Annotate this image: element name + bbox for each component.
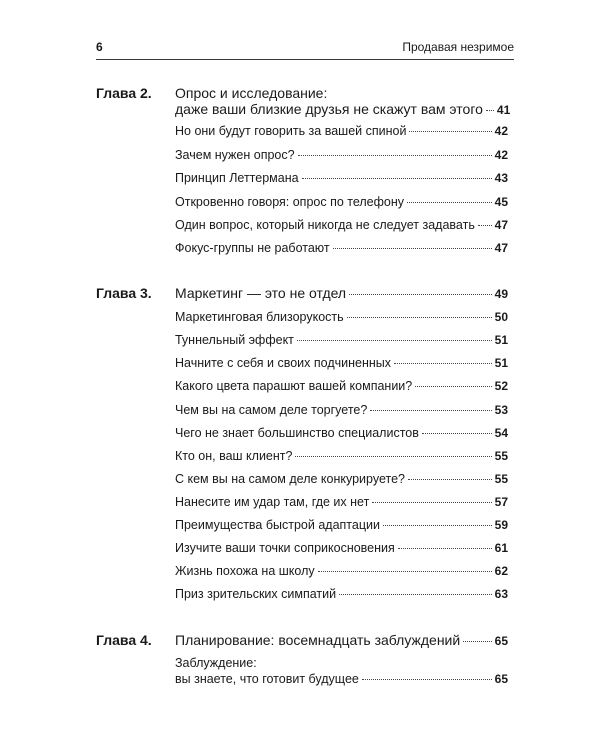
page-ref: 51: [494, 356, 508, 370]
chapter-title: даже ваши близкие друзья не скажут вам этого: [175, 101, 483, 117]
header-rule: [96, 59, 514, 60]
toc-entry[interactable]: [175, 239, 508, 257]
leader-dots: [408, 479, 492, 480]
leader-dots: [478, 225, 492, 226]
page-ref: 55: [494, 449, 508, 463]
chapter-title-entry[interactable]: [175, 100, 511, 118]
entry-title: Маркетинговая близорукость: [175, 310, 344, 324]
entry-title: Чего не знает большинство специалистов: [175, 426, 419, 440]
page-ref: 65: [494, 672, 508, 686]
leader-dots: [415, 386, 491, 387]
leader-dots: [372, 502, 491, 503]
toc-entry[interactable]: [175, 193, 508, 211]
entry-title: Нанесите им удар там, где их нет: [175, 495, 370, 509]
page-ref: 53: [494, 403, 508, 417]
entry-title: С кем вы на самом деле конкурируете?: [175, 472, 405, 486]
leader-dots: [339, 594, 492, 595]
chapter-title-entry[interactable]: [175, 284, 508, 302]
entry-title: Туннельный эффект: [175, 333, 294, 347]
entry-title-line1: Заблуждение:: [175, 656, 257, 670]
page-ref: 50: [494, 310, 508, 324]
leader-dots: [370, 410, 491, 411]
leader-dots: [394, 363, 492, 364]
toc-entry[interactable]: [175, 401, 508, 419]
page-ref: 59: [494, 518, 508, 532]
page-ref: 47: [494, 241, 508, 255]
leader-dots: [463, 641, 491, 642]
toc-entry[interactable]: [175, 670, 508, 688]
leader-dots: [486, 110, 494, 111]
page-ref: 45: [494, 195, 508, 209]
leader-dots: [347, 317, 492, 318]
leader-dots: [398, 548, 492, 549]
page-ref: 42: [494, 124, 508, 138]
leader-dots: [298, 155, 492, 156]
page-ref: 65: [494, 634, 508, 648]
entry-title: Изучите ваши точки соприкосновения: [175, 541, 395, 555]
page-ref: 52: [494, 379, 508, 393]
toc-entry[interactable]: [175, 562, 508, 580]
toc-entry[interactable]: [175, 146, 508, 164]
toc-entry[interactable]: [175, 354, 508, 372]
toc-entry[interactable]: [175, 516, 508, 534]
toc-entry[interactable]: [175, 122, 508, 140]
page-ref: 63: [494, 587, 508, 601]
leader-dots: [302, 178, 492, 179]
chapter-title-entry[interactable]: [175, 631, 508, 649]
chapter-label: Глава 2.: [96, 85, 152, 101]
leader-dots: [295, 456, 491, 457]
entry-title: Начните с себя и своих подчиненных: [175, 356, 392, 370]
leader-dots: [383, 525, 492, 526]
toc-entry[interactable]: [175, 308, 508, 326]
entry-title: вы знаете, что готовит будущее: [175, 672, 359, 686]
chapter-title: Планирование: восемнадцать заблуждений: [175, 632, 461, 648]
leader-dots: [409, 131, 491, 132]
page-header: [96, 40, 514, 62]
chapter-title: Маркетинг — это не отдел: [175, 285, 347, 301]
chapter-label: Глава 3.: [96, 285, 152, 301]
toc-entry[interactable]: [175, 447, 508, 465]
page-number: 6: [96, 40, 103, 54]
running-title: Продавая незримое: [402, 40, 514, 54]
leader-dots: [333, 248, 492, 249]
leader-dots: [362, 679, 492, 680]
leader-dots: [422, 433, 492, 434]
leader-dots: [297, 340, 492, 341]
chapter-label: Глава 4.: [96, 632, 152, 648]
entry-title: Но они будут говорить за вашей спиной: [175, 124, 407, 138]
page-ref: 54: [494, 426, 508, 440]
page-ref: 41: [496, 103, 511, 117]
page-ref: 55: [494, 472, 508, 486]
leader-dots: [318, 571, 492, 572]
entry-title: Один вопрос, который никогда не следует задавать: [175, 218, 475, 232]
leader-dots: [407, 202, 492, 203]
toc-entry[interactable]: [175, 377, 508, 395]
toc-entry[interactable]: [175, 470, 508, 488]
page-ref: 49: [494, 287, 508, 301]
page-ref: 51: [494, 333, 508, 347]
entry-title: Преимущества быстрой адаптации: [175, 518, 380, 532]
chapter-title-line1: Опрос и исследование:: [175, 85, 328, 101]
page-ref: 42: [494, 148, 508, 162]
entry-title: Какого цвета парашют вашей компании?: [175, 379, 413, 393]
entry-title: Чем вы на самом деле торгуете?: [175, 403, 368, 417]
toc-entry[interactable]: [175, 216, 508, 234]
page-ref: 62: [494, 564, 508, 578]
entry-title: Жизнь похожа на школу: [175, 564, 315, 578]
toc-entry[interactable]: [175, 585, 508, 603]
entry-title: Фокус-группы не работают: [175, 241, 330, 255]
entry-title: Принцип Леттермана: [175, 171, 299, 185]
page-ref: 61: [494, 541, 508, 555]
toc-entry[interactable]: [175, 331, 508, 349]
toc-entry[interactable]: [175, 424, 508, 442]
page-ref: 43: [494, 171, 508, 185]
entry-title: Зачем нужен опрос?: [175, 148, 295, 162]
toc-entry[interactable]: [175, 539, 508, 557]
page-ref: 47: [494, 218, 508, 232]
entry-title: Откровенно говоря: опрос по телефону: [175, 195, 405, 209]
page-ref: 57: [494, 495, 508, 509]
toc-entry[interactable]: [175, 169, 508, 187]
leader-dots: [349, 294, 492, 295]
entry-title: Приз зрительских симпатий: [175, 587, 337, 601]
entry-title: Кто он, ваш клиент?: [175, 449, 293, 463]
toc-entry[interactable]: [175, 493, 508, 511]
